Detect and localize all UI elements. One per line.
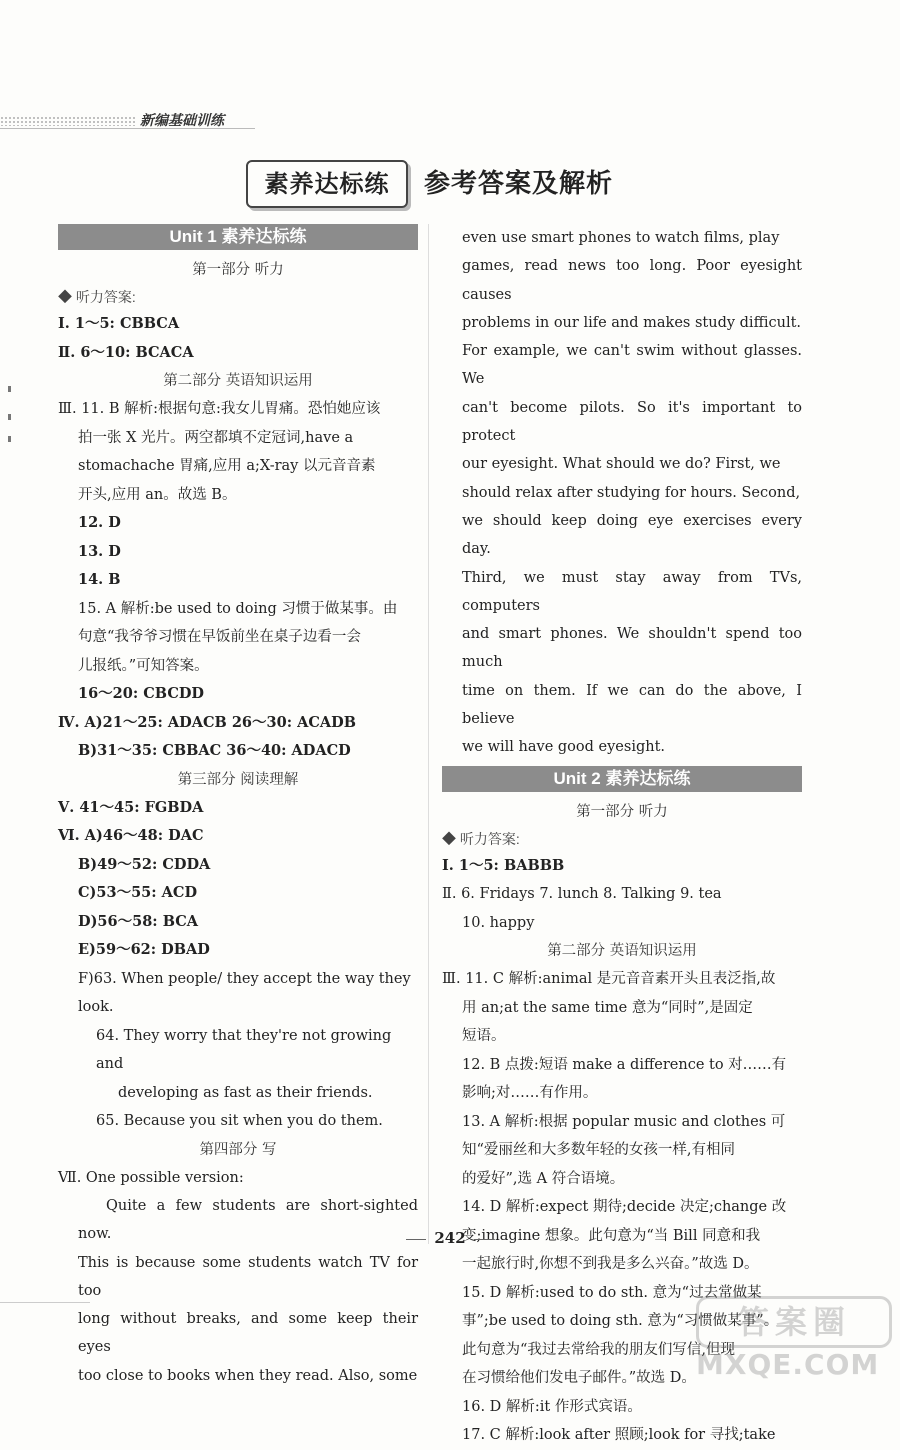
answer-line: Ⅲ. 11. B 解析:根据句意:我女儿胃痛。恐怕她应该: [58, 401, 381, 417]
unit1-heading: Unit 1 素养达标练: [58, 224, 418, 250]
section-heading: 第一部分 听力: [192, 262, 284, 278]
margin-mark: [8, 436, 11, 442]
essay-line: too close to books when they read. Also, some: [78, 1367, 418, 1384]
answer-line: 16～20: CBCDD: [78, 685, 205, 702]
answer-line: 13. D: [78, 542, 121, 560]
answer-line: 儿报纸。”可知答案。: [78, 657, 209, 674]
corner-rule: [0, 1302, 90, 1303]
section-heading: 第四部分 写: [199, 1141, 277, 1158]
answer-line: 13. A 解析:根据 popular music and clothes 可: [462, 1113, 786, 1130]
answer-line: Ⅲ. 11. C 解析:animal 是元音音素开头且表泛指,故: [442, 971, 776, 988]
essay-line: This is because some students watch TV for too: [78, 1254, 418, 1299]
watermark-url: MXQE.COM: [696, 1348, 880, 1381]
essay-line: Third, we must stay away from TVs, computers: [462, 569, 802, 614]
answer-line: 10. happy: [462, 914, 535, 931]
essay-line: should relax after studying for hours. Second,: [462, 484, 801, 501]
essay-line: For example, we can't swim without glasses. We: [462, 343, 802, 388]
essay-line: Quite a few students are short-sighted now.: [78, 1198, 418, 1243]
answer-line: 14. B: [78, 571, 121, 588]
section-heading: 第二部分 英语知识运用: [547, 943, 697, 960]
answer-line: 15. A 解析:be used to doing 习惯于做某事。由: [78, 600, 398, 617]
answer-line: B)49～52: CDDA: [78, 855, 211, 873]
essay-line: long without breaks, and some keep their eyes: [78, 1311, 418, 1356]
diamond-icon: ◆: [442, 830, 460, 847]
answer-line: 此句意为“我过去常给我的朋友们写信,但现: [462, 1341, 736, 1358]
margin-mark: [8, 414, 11, 420]
answer-line: Ⅰ. 1～5: BABBB: [442, 856, 565, 874]
answer-line: 12. D: [78, 514, 121, 531]
essay-line: even use smart phones to watch films, play: [462, 230, 780, 246]
answer-line: 14. D 解析:expect 期待;decide 决定;change 改: [462, 1199, 787, 1216]
section-heading: 第二部分 英语知识运用: [163, 373, 313, 389]
sample-essay-continued: [442, 224, 802, 762]
answer-line: 16. D 解析:it 作形式宾语。: [462, 1398, 642, 1415]
answer-line: Ⅶ. One possible version:: [58, 1169, 244, 1186]
answer-line: B)31～35: CBBAC 36～40: ADACD: [78, 742, 351, 759]
answer-line: 的爱好”,选 A 符合语境。: [462, 1170, 625, 1187]
answer-line: Ⅱ. 6～10: BCACA: [58, 343, 194, 361]
answer-line: E)59～62: DBAD: [78, 941, 210, 958]
answer-line: F)63. When people/ they accept the way they look.: [78, 970, 411, 1015]
essay-line: games, read news too long. Poor eyesight causes: [462, 258, 802, 303]
page-number: 242: [0, 1229, 900, 1247]
answer-line: 句意“我爷爷习惯在早饭前坐在桌子边看一会: [78, 629, 361, 645]
answer-line: Ⅴ. 41～45: FGBDA: [58, 798, 204, 816]
answer-line: 影响;对……有作用。: [462, 1085, 598, 1102]
watermark-logo: [696, 1296, 896, 1386]
book-brand: 新编基础训练: [140, 113, 224, 129]
answer-line: 拍一张 X 光片。两空都填不定冠词,have a: [78, 429, 354, 446]
column-divider: [428, 224, 429, 1244]
title-main: 参考答案及解析: [424, 169, 614, 199]
answer-line: 17. C 解析:look after 照顾;look for 寻找;take: [462, 1427, 776, 1444]
answer-line: 短语。: [462, 1028, 506, 1045]
watermark-text: 答案圈: [696, 1296, 892, 1348]
essay-line: time on them. If we can do the above, I believe: [462, 682, 802, 728]
essay-line: we will have good eyesight.: [462, 739, 666, 756]
answer-line: Ⅰ. 1～5: CBBCA: [58, 315, 180, 332]
diamond-icon: ◆: [58, 289, 76, 305]
answer-line: 在习惯给他们发电子邮件。”故选 D。: [462, 1370, 696, 1387]
footer-dash: [474, 1239, 494, 1240]
answer-line: 64. They worry that they're not growing and: [96, 1027, 392, 1072]
answer-line: 变;imagine 想象。此句意为“当 Bill 同意和我: [462, 1227, 761, 1244]
answer-line: Ⅳ. A)21～25: ADACB 26～30: ACADB: [58, 713, 356, 731]
sample-essay: [58, 1192, 418, 1390]
header-dots: [0, 116, 135, 126]
answer-line: 开头,应用 an。故选 B。: [78, 486, 237, 503]
answer-line: 知“爱丽丝和大多数年轻的女孩一样,有相同: [462, 1142, 736, 1159]
answer-line: C)53～55: ACD: [78, 884, 198, 901]
listening-label: ◆ 听力答案:: [58, 289, 136, 305]
essay-line: we should keep doing eye exercises every day.: [462, 512, 802, 558]
answer-line: Ⅱ. 6. Fridays 7. lunch 8. Talking 9. tea: [442, 886, 722, 903]
essay-line: problems in our life and makes study difficult.: [462, 314, 802, 331]
section-heading: 第一部分 听力: [576, 803, 668, 820]
page-header: [0, 108, 260, 134]
essay-line: and smart phones. We shouldn't spend too much: [462, 626, 802, 671]
margin-mark: [8, 386, 11, 392]
answer-line: stomachache 胃痛,应用 a;X-ray 以元音音素: [78, 458, 376, 474]
left-column: [58, 224, 418, 1390]
answer-line: 12. B 点拨:短语 make a difference to 对……有: [462, 1056, 787, 1073]
unit2-heading: Unit 2 素养达标练: [442, 766, 802, 792]
answer-line: 一起旅行时,你想不到我是多么兴奋。”故选 D。: [462, 1256, 759, 1273]
answer-line: 15. D 解析:used to do sth. 意为“过去常做某: [462, 1284, 762, 1301]
answer-line: Ⅵ. A)46～48: DAC: [58, 827, 204, 844]
listening-label: ◆ 听力答案:: [442, 830, 520, 847]
answer-line: 65. Because you sit when you do them.: [96, 1113, 383, 1129]
answer-line: developing as fast as their friends.: [118, 1084, 373, 1101]
section-heading: 第三部分 阅读理解: [177, 771, 299, 788]
page-title: [0, 160, 900, 208]
answer-line: 用 an;at the same time 意为“同时”,是固定: [462, 999, 753, 1016]
title-boxed: 素养达标练: [246, 160, 408, 208]
essay-line: our eyesight. What should we do? First, we: [462, 456, 781, 473]
answer-line: D)56～58: BCA: [78, 912, 199, 930]
essay-line: can't become pilots. So it's important to protect: [462, 399, 802, 445]
right-column: [442, 224, 802, 1450]
answer-line: 事”;be used to doing sth. 意为“习惯做某事”。: [462, 1313, 779, 1330]
footer-dash: [406, 1239, 426, 1240]
